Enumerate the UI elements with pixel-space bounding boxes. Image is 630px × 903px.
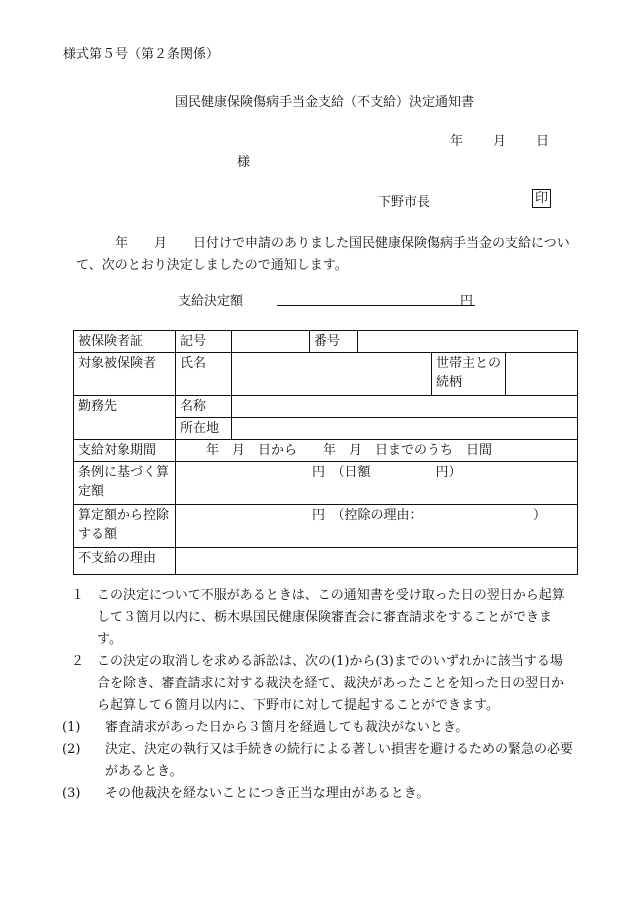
notes-section — [62, 585, 575, 805]
note-item — [65, 585, 575, 651]
name-value — [232, 353, 432, 396]
document-title: 国民健康保険傷病手当金支給（不支給）決定通知書 — [175, 95, 475, 110]
decision-table — [73, 330, 578, 575]
table-row — [74, 396, 578, 418]
form-number: 様式第５号（第２条関係） — [63, 47, 220, 62]
sub-note-text: 審査請求があった日から３箇月を経過しても裁決がないとき。 — [105, 720, 469, 735]
sub-note-item — [62, 783, 575, 805]
date-year: 年 — [450, 134, 464, 149]
date-day: 日 — [536, 134, 550, 149]
symbol-value — [232, 331, 310, 353]
relation-value — [506, 353, 578, 396]
note-number: ２ — [71, 654, 85, 669]
workplace-label: 勤務先 — [74, 396, 176, 440]
deduction-value: 円 （控除の理由： ） — [176, 505, 578, 548]
table-row — [74, 331, 578, 353]
symbol-label: 記号 — [176, 331, 232, 353]
sub-note-text: その他裁決を経ないことにつき正当な理由があるとき。 — [105, 786, 430, 801]
amount-unit: 円 — [460, 294, 474, 309]
period-value: 年 月 日から 年 月 日までのうち 日間 — [176, 440, 578, 462]
sub-note-item — [62, 739, 575, 783]
addressee-suffix: 様 — [237, 155, 251, 170]
target-insured-label: 対象被保険者 — [74, 353, 176, 396]
name-label: 氏名 — [176, 353, 232, 396]
ordinance-amount-value: 円 （日額 円） — [176, 462, 578, 505]
seal-mark: 印 — [532, 189, 551, 208]
issue-date — [450, 130, 549, 149]
sub-note-number: (1) — [62, 720, 81, 735]
amount-label: 支給決定額 — [178, 294, 244, 309]
note-number: １ — [71, 588, 85, 603]
note-item — [65, 651, 575, 717]
table-row — [74, 505, 578, 548]
company-name-value — [232, 396, 578, 418]
table-row — [74, 462, 578, 505]
amount-fill-line — [277, 305, 475, 306]
note-text: この決定の取消しを求める訴訟は、次の(1)から(3)までのいずれかに該当する場合を除き、審査請求に対する裁決を経て、裁決があったことを知った日の翌日から起算して６箇月以内に、下野市に対して提起することができます。 — [97, 654, 565, 713]
note-text: この決定について不服があるときは、この通知書を受け取った日の翌日から起算して３箇月以内に、栃木県国民健康保険審査会に審査請求をすることができます。 — [97, 588, 565, 647]
date-month: 月 — [493, 134, 507, 149]
table-row — [74, 548, 578, 575]
table-row — [74, 440, 578, 462]
sub-note-text: 決定、決定の執行又は手続きの続行による著しい損害を避けるための緊急の必要があるとき。 — [105, 742, 574, 779]
nonpay-reason-label: 不支給の理由 — [74, 548, 176, 575]
issuer-name: 下野市長 — [378, 195, 431, 210]
number-label: 番号 — [310, 331, 358, 353]
deduction-label: 算定額から控除する額 — [74, 505, 176, 548]
company-name-label: 名称 — [176, 396, 232, 418]
insured-card-label: 被保険者証 — [74, 331, 176, 353]
table-row — [74, 353, 578, 396]
sub-note-item — [62, 717, 575, 739]
nonpay-reason-value — [176, 548, 578, 575]
sub-note-number: (3) — [62, 786, 81, 801]
number-value — [358, 331, 578, 353]
address-label: 所在地 — [176, 418, 232, 440]
ordinance-amount-label: 条例に基づく算定額 — [74, 462, 176, 505]
intro-paragraph: 年 月 日付けで申請のありました国民健康保険傷病手当金の支給について、次のとおり決定しましたので通知します。 — [76, 236, 570, 273]
relation-label: 世帯主との続柄 — [432, 353, 506, 396]
address-value — [232, 418, 578, 440]
sub-note-number: (2) — [62, 742, 81, 757]
period-label: 支給対象期間 — [74, 440, 176, 462]
